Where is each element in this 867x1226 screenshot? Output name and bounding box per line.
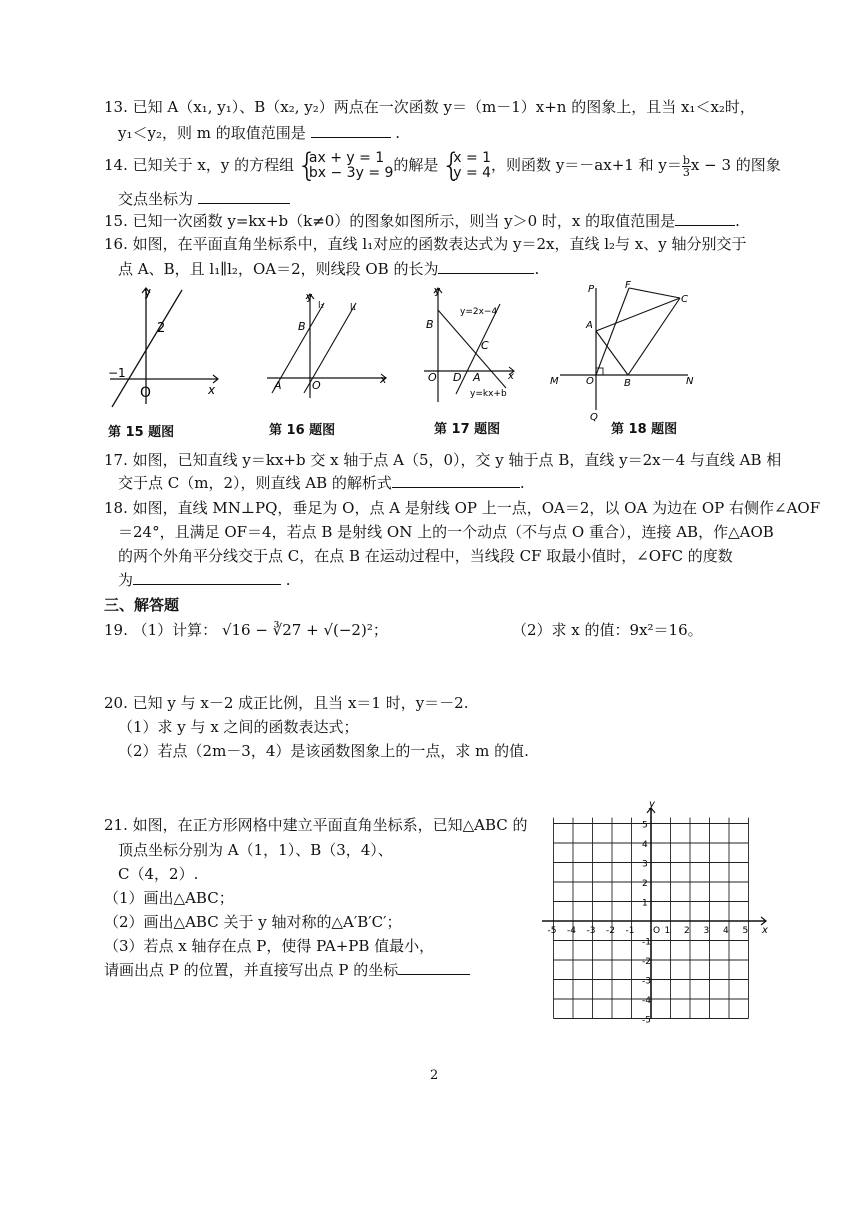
- fig16-o-label: O: [312, 379, 321, 392]
- q14-line2-text: 交点坐标为: [118, 190, 194, 208]
- fig17-c-label: C: [481, 339, 489, 352]
- q14-fraction: [682, 155, 691, 178]
- fig17-d-label: D: [453, 371, 462, 384]
- fig17-o-label: O: [428, 371, 437, 384]
- fig17-a-label: A: [473, 371, 481, 384]
- q21-line1: 21. 如图，在正方形网格中建立平面直角坐标系，已知△ABC 的: [104, 816, 528, 834]
- q14-line2: [118, 189, 290, 209]
- q16-answer-blank[interactable]: [438, 259, 534, 274]
- q18-line1: 18. 如图，直线 MN⊥PQ，垂足为 O，点 A 是射线 OP 上一点，OA＝2，以 OA 为边在 OP 右侧作∠AOF: [104, 499, 821, 517]
- fig17-x-label: x: [508, 371, 514, 382]
- fig16-x-label: x: [380, 373, 387, 386]
- grid-origin-label: O: [653, 926, 661, 936]
- q20-line2: （1）求 y 与 x 之间的函数表达式；: [118, 718, 359, 736]
- q19-lead: 19. （1）计算：: [104, 621, 218, 639]
- q15-answer-blank[interactable]: [675, 211, 735, 226]
- q14-frac-num: b: [682, 153, 690, 167]
- fig18-seg-ac: [596, 298, 680, 331]
- q14-lead: 14. 已知关于 x，y 的方程组: [104, 156, 295, 174]
- figure-15: [100, 282, 225, 412]
- fig16-b-label: B: [298, 320, 306, 333]
- fig15-two-label: 2: [157, 321, 166, 336]
- q14-system: [299, 151, 394, 181]
- q14-line1: [104, 150, 781, 181]
- figure-17: [420, 282, 520, 407]
- q18-line4-text: 为: [118, 571, 134, 589]
- page-number: 2: [430, 1068, 439, 1083]
- grid-x-tick-label: -1: [625, 926, 635, 936]
- grid-y-tick-label: -1: [642, 937, 651, 948]
- fig16-l2-label: l₂: [318, 301, 325, 311]
- fig16-a-label: A: [274, 379, 282, 392]
- grid-x-tick-label: -2: [606, 926, 615, 936]
- fig17-y-label: y: [434, 284, 441, 297]
- fig15-origin-label: O: [140, 385, 152, 401]
- grid-y-tick-label: -2: [642, 957, 651, 967]
- grid-y-label: y: [649, 800, 655, 810]
- q18-line4: 为 .: [118, 571, 291, 589]
- fig18-n-label: N: [686, 376, 694, 387]
- fig18-seg-of: [596, 288, 629, 375]
- fig18-f-label: F: [625, 280, 631, 291]
- q21-line4: （1）画出△ABC；: [104, 889, 234, 907]
- q13-line2: y₁＜y₂，则 m 的取值范围是 .: [118, 124, 401, 142]
- q14-answer-blank[interactable]: [198, 189, 290, 204]
- q17-answer-blank[interactable]: [392, 473, 520, 488]
- q16-line1: 16. 如图，在平面直角坐标系中，直线 l₁对应的函数表达式为 y＝2x，直线 l₂与 x、y 轴分别交于: [104, 235, 747, 253]
- grid-x-tick-label: -5: [547, 926, 557, 936]
- q14-tail: x − 3 的图象: [690, 156, 781, 174]
- fig18-q-label: Q: [590, 412, 598, 422]
- fig18-p-label: P: [588, 284, 595, 295]
- q14-frac-den: 3: [682, 165, 690, 179]
- grid-x-tick-label: -4: [567, 926, 576, 936]
- q21-line3: C（4，2）.: [118, 865, 199, 883]
- grid-x-label: x: [762, 925, 768, 936]
- fig18-seg-fc: [629, 288, 680, 298]
- q19-part2: （2）求 x 的值：9x²＝16。: [512, 621, 703, 639]
- q14-sol1: { x = 1: [453, 150, 492, 166]
- fig18-a-label: A: [586, 320, 593, 331]
- fig15-y-label: y: [144, 285, 152, 299]
- fig18-b-label: B: [624, 378, 631, 389]
- q21-line6: （3）若点 x 轴存在点 P，使得 PA+PB 值最小，: [104, 937, 435, 955]
- q19-expression: √16 − ∛27 + √(−2)²；: [221, 621, 388, 639]
- q19-part1: [104, 620, 388, 640]
- q13-line1: 13. 已知 A（x₁, y₁）、B（x₂, y₂）两点在一次函数 y＝（m－1）x+n 的图象上，且当 x₁＜x₂时，: [104, 98, 755, 116]
- caption-fig15: 第 15 题图: [108, 425, 175, 440]
- q18-answer-blank[interactable]: [133, 570, 281, 585]
- fig15-neg1-label: −1: [108, 366, 126, 380]
- grid-y-tick-label: 4: [642, 840, 648, 850]
- grid-x-tick-label: 4: [723, 926, 729, 936]
- q17-line1: 17. 如图，已知直线 y＝kx+b 交 x 轴于点 A（5，0），交 y 轴于点 B，直线 y＝2x－4 与直线 AB 相: [104, 451, 782, 469]
- fig18-o-label: O: [586, 376, 594, 387]
- q14-mid: 的解是: [393, 156, 439, 174]
- q15-text: 15. 已知一次函数 y=kx+b（k≠0）的图象如图所示，则当 y＞0 时，x 的取值范围是: [104, 212, 676, 230]
- grid-y-tick-label: -3: [642, 976, 651, 987]
- q21-line7: [104, 960, 470, 980]
- grid-y-tick-label: 2: [642, 879, 648, 889]
- q16-line2: 点 A、B，且 l₁∥l₂，OA＝2，则线段 OB 的长为 .: [118, 260, 540, 278]
- q20-line3: （2）若点（2m－3，4）是该函数图象上的一点，求 m 的值.: [118, 742, 529, 760]
- q21-answer-blank[interactable]: [398, 960, 470, 975]
- grid-x-tick-label: 5: [742, 926, 749, 936]
- grid-y-tick-label: 5: [642, 820, 648, 831]
- q17-line2-text: 交于点 C（m，2），则直线 AB 的解析式: [118, 474, 392, 492]
- grid-x-tick-label: -3: [586, 926, 596, 936]
- fig17-line-ab: [438, 310, 506, 388]
- section-3-title: 三、解答题: [104, 596, 180, 614]
- caption-fig17: 第 17 题图: [434, 422, 501, 437]
- grid-y-tick-label: -5: [642, 1015, 651, 1026]
- fig18-seg-bc: [628, 298, 680, 375]
- q14-solution: [443, 151, 491, 181]
- fig16-y-label: y: [306, 290, 313, 303]
- coordinate-grid[interactable]: [540, 800, 772, 1030]
- q18-line3: 的两个外角平分线交于点 C，在点 B 在运动过程中，当线段 CF 取最小值时，∠OFC 的度数: [118, 547, 733, 565]
- q18-line2: ＝24°，且满足 OF＝4，若点 B 是射线 ON 上的一个动点（不与点 O 重合），连接 AB，作△AOB: [118, 523, 774, 541]
- q14-sol2: y = 4: [453, 165, 492, 181]
- grid-y-tick-label: 3: [642, 859, 648, 870]
- grid-y-tick-label: 1: [642, 898, 648, 909]
- q15-line: 15. 已知一次函数 y=kx+b（k≠0）的图象如图所示，则当 y＞0 时，x 的取值范围是 .: [104, 212, 740, 230]
- q13-line2-text: y₁＜y₂，则 m 的取值范围是: [118, 124, 306, 142]
- q21-line7-text: 请画出点 P 的位置，并直接写出点 P 的坐标: [104, 961, 399, 979]
- fig17-b-label: B: [426, 318, 434, 331]
- grid-x-tick-label: 1: [664, 926, 671, 936]
- caption-fig16: 第 16 题图: [269, 423, 336, 438]
- fig18-m-label: M: [550, 376, 559, 387]
- q14-mid2: ，则函数 y＝－ax+1 和 y＝: [491, 156, 682, 174]
- caption-fig18: 第 18 题图: [611, 422, 678, 437]
- q14-eq1: { ax + y = 1: [308, 150, 385, 166]
- q14-eq2: bx − 3y = 9: [308, 165, 394, 181]
- grid-y-tick-label: -4: [642, 996, 651, 1006]
- figure-18: [548, 280, 708, 422]
- fig17-eq1-label: y=2x−4: [460, 307, 498, 317]
- q21-line5: （2）画出△ABC 关于 y 轴对称的△A′B′C′；: [104, 913, 402, 931]
- q17-line2: 交于点 C（m，2），则直线 AB 的解析式 .: [118, 474, 525, 492]
- grid-x-tick-label: 2: [684, 926, 690, 936]
- fig18-hidden: [628, 288, 629, 375]
- q20-line1: 20. 已知 y 与 x－2 成正比例，且当 x＝1 时，y＝－2.: [104, 694, 469, 712]
- fig16-l1-label: l₁: [350, 303, 357, 313]
- q16-line2-text: 点 A、B，且 l₁∥l₂，OA＝2，则线段 OB 的长为: [118, 260, 439, 278]
- fig15-x-label: x: [208, 383, 216, 397]
- grid-x-tick-label: 3: [703, 926, 710, 936]
- q21-line2: 顶点坐标分别为 A（1，1）、B（3，4）、: [118, 841, 393, 859]
- fig17-eq2-label: y=kx+b: [470, 389, 507, 399]
- q13-answer-blank[interactable]: [311, 123, 391, 138]
- figure-16: [262, 288, 392, 408]
- fig18-c-label: C: [681, 294, 688, 305]
